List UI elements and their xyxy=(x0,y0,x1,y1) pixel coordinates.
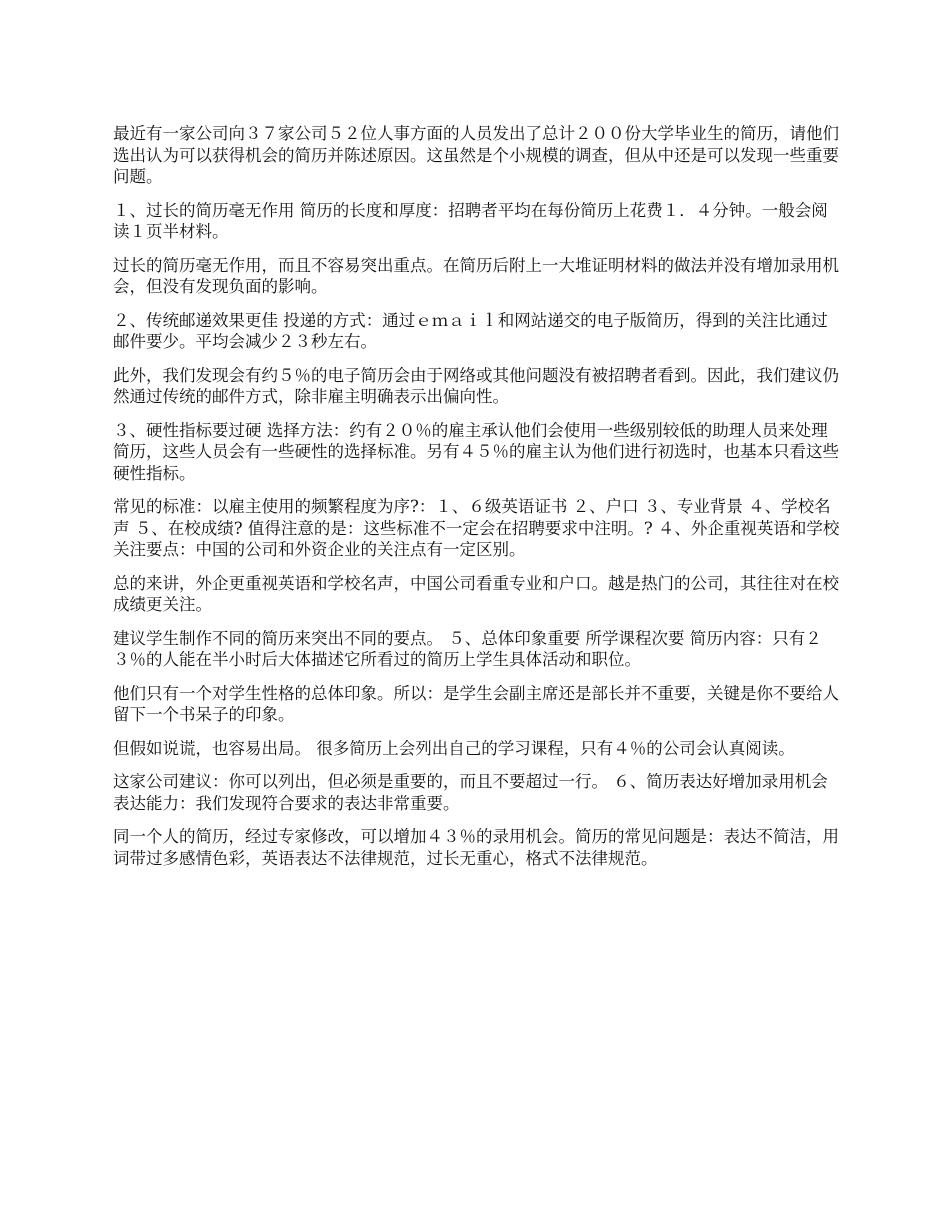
paragraph-9: 建议学生制作不同的简历来突出不同的要点。 ５、总体印象重要 所学课程次要 简历内容：只有２３％的人能在半小时后大体描述它所看过的简历上学生具体活动和职位。 xyxy=(113,628,822,669)
paragraph-4: ２、传统邮递效果更佳 投递的方式：通过ｅｍａｉｌ和网站递交的电子版简历，得到的关注比通过邮件要少。平均会减少２３秒左右。 xyxy=(113,310,828,351)
paragraph-7: 常见的标准：以雇主使用的频繁程度为序?：１、６级英语证书 ２、户口 ３、专业背景 ４、学校名声 ５、在校成绩? 值得注意的是：这些标准不一定会在招聘要求中注明。? ４、外企重视英语和学校 关注要点：中国的公司和外资企业的关注点有一定区别。 xyxy=(113,497,840,559)
paragraph-1: 最近有一家公司向３７家公司５２位人事方面的人员发出了总计２００份大学毕业生的简历，请他们选出认为可以获得机会的简历并陈述原因。这虽然是个小规模的调查，但从中还是可以发现一些重要问题。 xyxy=(113,124,839,186)
paragraph-6: ３、硬性指标要过硬 选择方法：约有２０％的雇主承认他们会使用一些级别较低的助理人员来处理简历，这些人员会有一些硬性的选择标准。另有４５％的雇主认为他们进行初选时，也基本只看这些硬性指标。 xyxy=(113,420,839,483)
paragraph-10: 他们只有一个对学生性格的总体印象。所以：是学生会副主席还是部长并不重要，关键是你不要给人留下一个书呆子的印象。 xyxy=(113,683,839,724)
document-page xyxy=(113,123,840,881)
paragraph-8: 总的来讲，外企更重视英语和学校名声，中国公司看重专业和户口。越是热门的公司，其往往对在校成绩更关注。 xyxy=(113,573,839,614)
paragraph-12: 这家公司建议：你可以列出，但必须是重要的，而且不要超过一行。 ６、简历表达好增加录用机会 表达能力：我们发现符合要求的表达非常重要。 xyxy=(113,772,828,813)
paragraph-2: １、过长的简历毫无作用 简历的长度和厚度：招聘者平均在每份简历上花费１．４分钟。一般会阅读１页半材料。 xyxy=(113,200,828,241)
paragraph-13: 同一个人的简历，经过专家修改，可以增加４３％的录用机会。简历的常见问题是：表达不简洁，用词带过多感情色彩，英语表达不法律规范，过长无重心，格式不法律规范。 xyxy=(113,827,839,868)
paragraph-11: 但假如说谎，也容易出局。 很多简历上会列出自己的学习课程，只有４％的公司会认真阅读。 xyxy=(113,738,795,758)
paragraph-5: 此外，我们发现会有约５％的电子简历会由于网络或其他问题没有被招聘者看到。因此，我们建议仍然通过传统的邮件方式，除非雇主明确表示出偏向性。 xyxy=(113,365,839,406)
paragraph-3: 过长的简历毫无作用，而且不容易突出重点。在简历后附上一大堆证明材料的做法并没有增加录用机会，但没有发现负面的影响。 xyxy=(113,255,839,296)
